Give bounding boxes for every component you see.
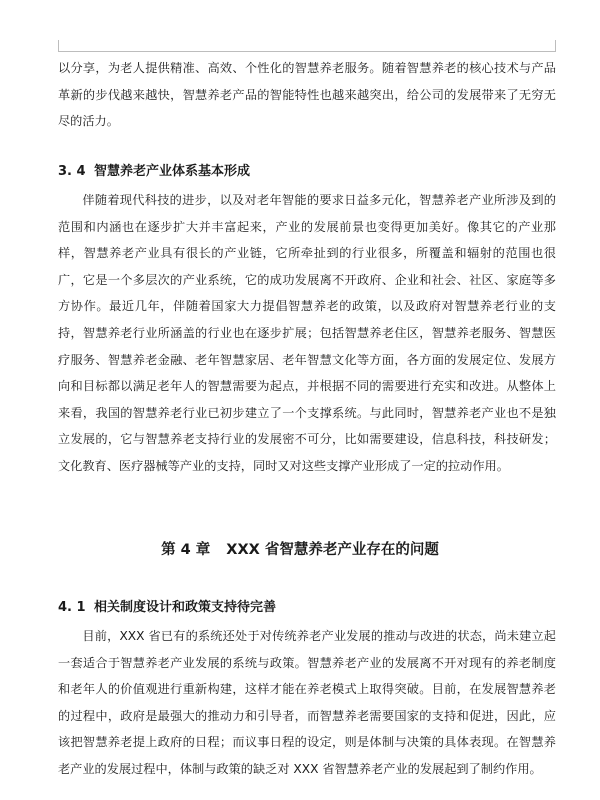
section-3-4-paragraph: 伴随着现代科技的进步，以及对老年智能的要求日益多元化，智慧养老产业所涉及到的范围和内涵也在逐步扩大并丰富起来，产业的发展前景也变得更加美好。像其它的产业那样，智慧养老产业具有很长的产业链，它所牵扯到的行业很多，所覆盖和辐射的范围也很广，它是一个多层次的产业系统，它的成功发展离不开政府、企业和社会、社区、家庭等多方协作。最近几年，伴随着国家大力提倡智慧养老的政策，以及政府对智慧养老行业的支持，智慧养老行业所涵盖的行业也在逐步扩展；包括智慧养老住区，智慧养老服务、智慧医疗服务、智慧养老金融、老年智慧家居、老年智慧文化等方面，各方面的发展定位、发展方向和目标都以满足老年人的智慧需要为起点，并根据不同的需要进行充实和改进。从整体上来看，我国的智慧养老行业已初步建立了一个支撑系统。与此同时，智慧养老产业也不是独立发展的，它与智慧养老支持行业的发展密不可分，比如需要建设，信息科技，科技研发；文化教育、医疗器械等产业的支持，同时又对这些支撑产业形成了一定的拉动作用。 (58, 193, 556, 473)
section-4-1-heading (58, 596, 276, 615)
chapter-4-title: XXX 省智慧养老产业存在的问题 (226, 542, 439, 558)
section-3-4-number: 3. 4 (58, 164, 86, 179)
header-rule (58, 51, 556, 52)
chapter-4-heading (0, 538, 600, 559)
section-4-1-paragraph: 目前，XXX 省已有的系统还处于对传统养老产业发展的推动与改进的状态，尚未建立起一套适合于智慧养老产业发展的系统与政策。智慧养老产业的发展离不开对现有的养老制度和老年人的价值观进行重新构建，这样才能在养老模式上取得突破。目前，在发展智慧养老的过程中，政府是最强大的推动力和引导者，而智慧养老需要国家的支持和促进，因此，应该把智慧养老提上政府的日程；而议事日程的设定，则是体制与决策的具体表现。在智慧养老产业的发展过程中，体制与政策的缺乏对 XXX 省智慧养老产业的发展起到了制约作用。 (58, 629, 556, 776)
section-4-1-title: 相关制度设计和政策支持待完善 (94, 600, 277, 615)
section-3-4-title: 智慧养老产业体系基本形成 (94, 164, 251, 179)
section-4-1-number: 4. 1 (58, 600, 86, 615)
section-3-4-heading (58, 160, 250, 179)
top-paragraph: 以分享，为老人提供精准、高效、个性化的智慧养老服务。随着智慧养老的核心技术与产品革新的步伐越来越快，智慧养老产品的智能特性也越来越突出，给公司的发展带来了无穷无尽的活力。 (58, 61, 556, 129)
chapter-4-label: 第 4 章 (161, 542, 211, 558)
